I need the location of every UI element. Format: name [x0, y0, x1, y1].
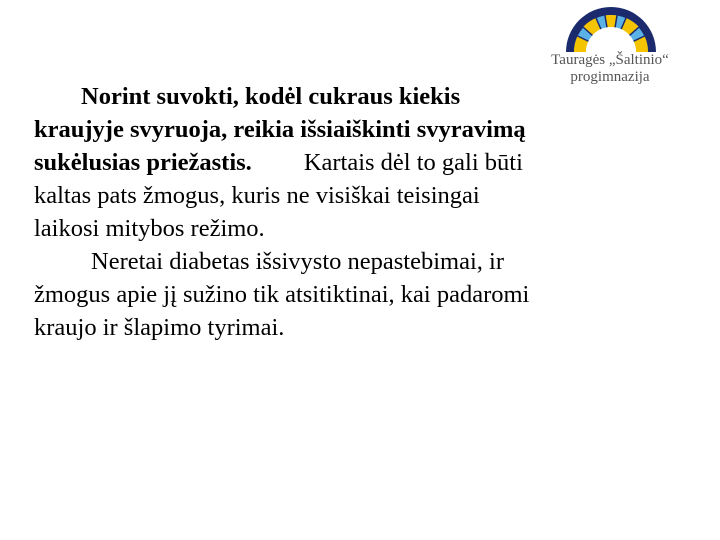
sunburst-logo-icon — [564, 4, 658, 52]
paragraph2-line1: Neretai diabetas išsivysto nepastebimai, ir — [91, 248, 504, 275]
paragraph1-line3 — [34, 146, 694, 179]
paragraph1-normal-start: Kartais dėl to gali būti — [303, 149, 523, 176]
paragraph2-line3: kraujo ir šlapimo tyrimai. — [34, 314, 285, 341]
paragraph1-line5: laikosi mitybos režimo. — [34, 215, 265, 242]
paragraph1-line1: Norint suvokti, kodėl cukraus kiekis — [81, 83, 461, 110]
paragraph1-bold-end: sukėlusias priežastis. — [34, 149, 252, 176]
logo-school-name: Tauragės „Šaltinio“ — [551, 52, 669, 68]
logo-school-type: progimnazija — [570, 69, 650, 85]
paragraph2-line2: žmogus apie jį sužino tik atsitiktinai, kai padaromi — [34, 281, 530, 308]
paragraph1-line4: kaltas pats žmogus, kuris ne visiškai teisingai — [34, 182, 480, 209]
school-logo — [530, 4, 690, 90]
slide-body — [34, 80, 694, 344]
paragraph1-line2: kraujyje svyruoja, reikia išsiaiškinti svyravimą — [34, 116, 526, 143]
